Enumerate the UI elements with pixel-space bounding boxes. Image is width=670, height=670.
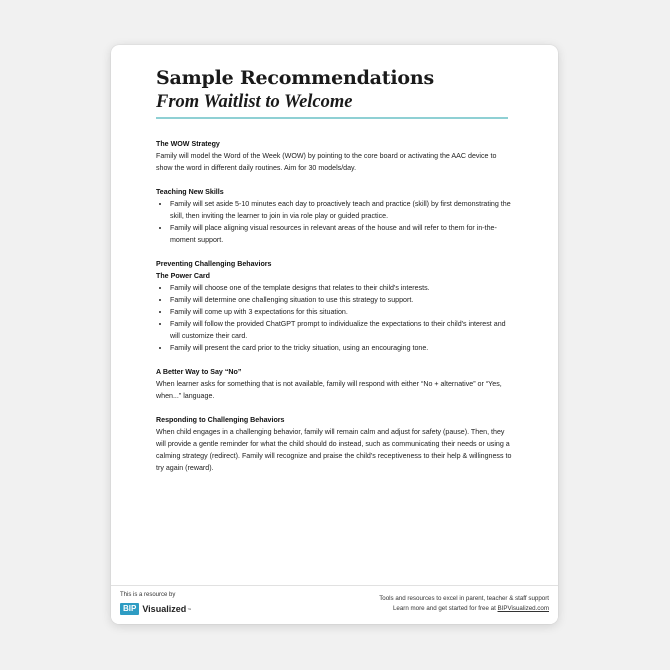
- page-title: Sample Recommendations: [156, 67, 434, 89]
- page-subtitle: From Waitlist to Welcome: [156, 92, 353, 112]
- section-heading: Preventing Challenging Behaviors: [156, 260, 272, 268]
- resource-label: This is a resource by: [120, 592, 176, 598]
- section-heading: Responding to Challenging Behaviors: [156, 416, 285, 424]
- logo-wordmark: Visualized: [142, 604, 187, 614]
- list-item: • Family will choose one of the template designs that relates to their child's interests.: [170, 282, 512, 294]
- section-heading: A Better Way to Say “No”: [156, 368, 242, 376]
- section-heading: Teaching New Skills: [156, 188, 224, 196]
- page-footer: [111, 585, 558, 624]
- section-heading: The WOW Strategy: [156, 140, 220, 148]
- section-better-way: [156, 366, 512, 402]
- footer-cta: [379, 604, 549, 614]
- section-responding: [156, 414, 512, 474]
- website-link[interactable]: BIPVisualized.com: [497, 605, 549, 612]
- list-item: • Family will follow the provided ChatGPT prompt to individualize the expectations to their child's interest and will customize their card.: [170, 318, 512, 342]
- footer-cta-text: Learn more and get started for free at: [392, 605, 498, 612]
- section-teaching: [156, 186, 512, 246]
- list-item: • Family will set aside 5-10 minutes each day to proactively teach and practice (skill) by first demonstrating the skill, then inviting the learner to join in via role play or guided practice.: [170, 198, 512, 222]
- section-subheading: The Power Card: [156, 272, 211, 280]
- section-wow: [156, 138, 512, 174]
- bip-visualized-logo: [120, 603, 191, 615]
- document-page: [111, 45, 558, 624]
- title-divider: [156, 117, 508, 119]
- section-preventing: [156, 258, 512, 354]
- logo-badge: BIP: [120, 603, 139, 615]
- list-item: • Family will place aligning visual resources in relevant areas of the house and will refer to them for in-the-moment support.: [170, 222, 512, 246]
- footer-info: [379, 594, 549, 614]
- trademark-mark: ™: [187, 606, 192, 612]
- section-text: When child engages in a challenging behavior, family will remain calm and adjust for safety (pause). Then, they will provide a gentle reminder for what the child should do instead, such as communicating their needs or using a calming strategy (redirect). Family will recognize and praise the child's receptiveness to their help & willingness to try again (reward).: [156, 428, 512, 472]
- bullet-list: [156, 282, 512, 354]
- section-text: When learner asks for something that is not available, family will respond with either “No + alternative” or “Yes, when...” language.: [156, 380, 502, 400]
- footer-tagline: Tools and resources to excel in parent, teacher & staff support: [379, 595, 549, 602]
- list-item: • Family will determine one challenging situation to use this strategy to support.: [170, 294, 512, 306]
- list-item: • Family will come up with 3 expectations for this situation.: [170, 306, 512, 318]
- bullet-list: [156, 198, 512, 246]
- section-text: Family will model the Word of the Week (WOW) by pointing to the core board or activating the AAC device to show the word in different daily routines. Aim for 30 models/day.: [156, 152, 497, 172]
- list-item: • Family will present the card prior to the tricky situation, using an encouraging tone.: [170, 342, 512, 354]
- document-body: [156, 138, 512, 474]
